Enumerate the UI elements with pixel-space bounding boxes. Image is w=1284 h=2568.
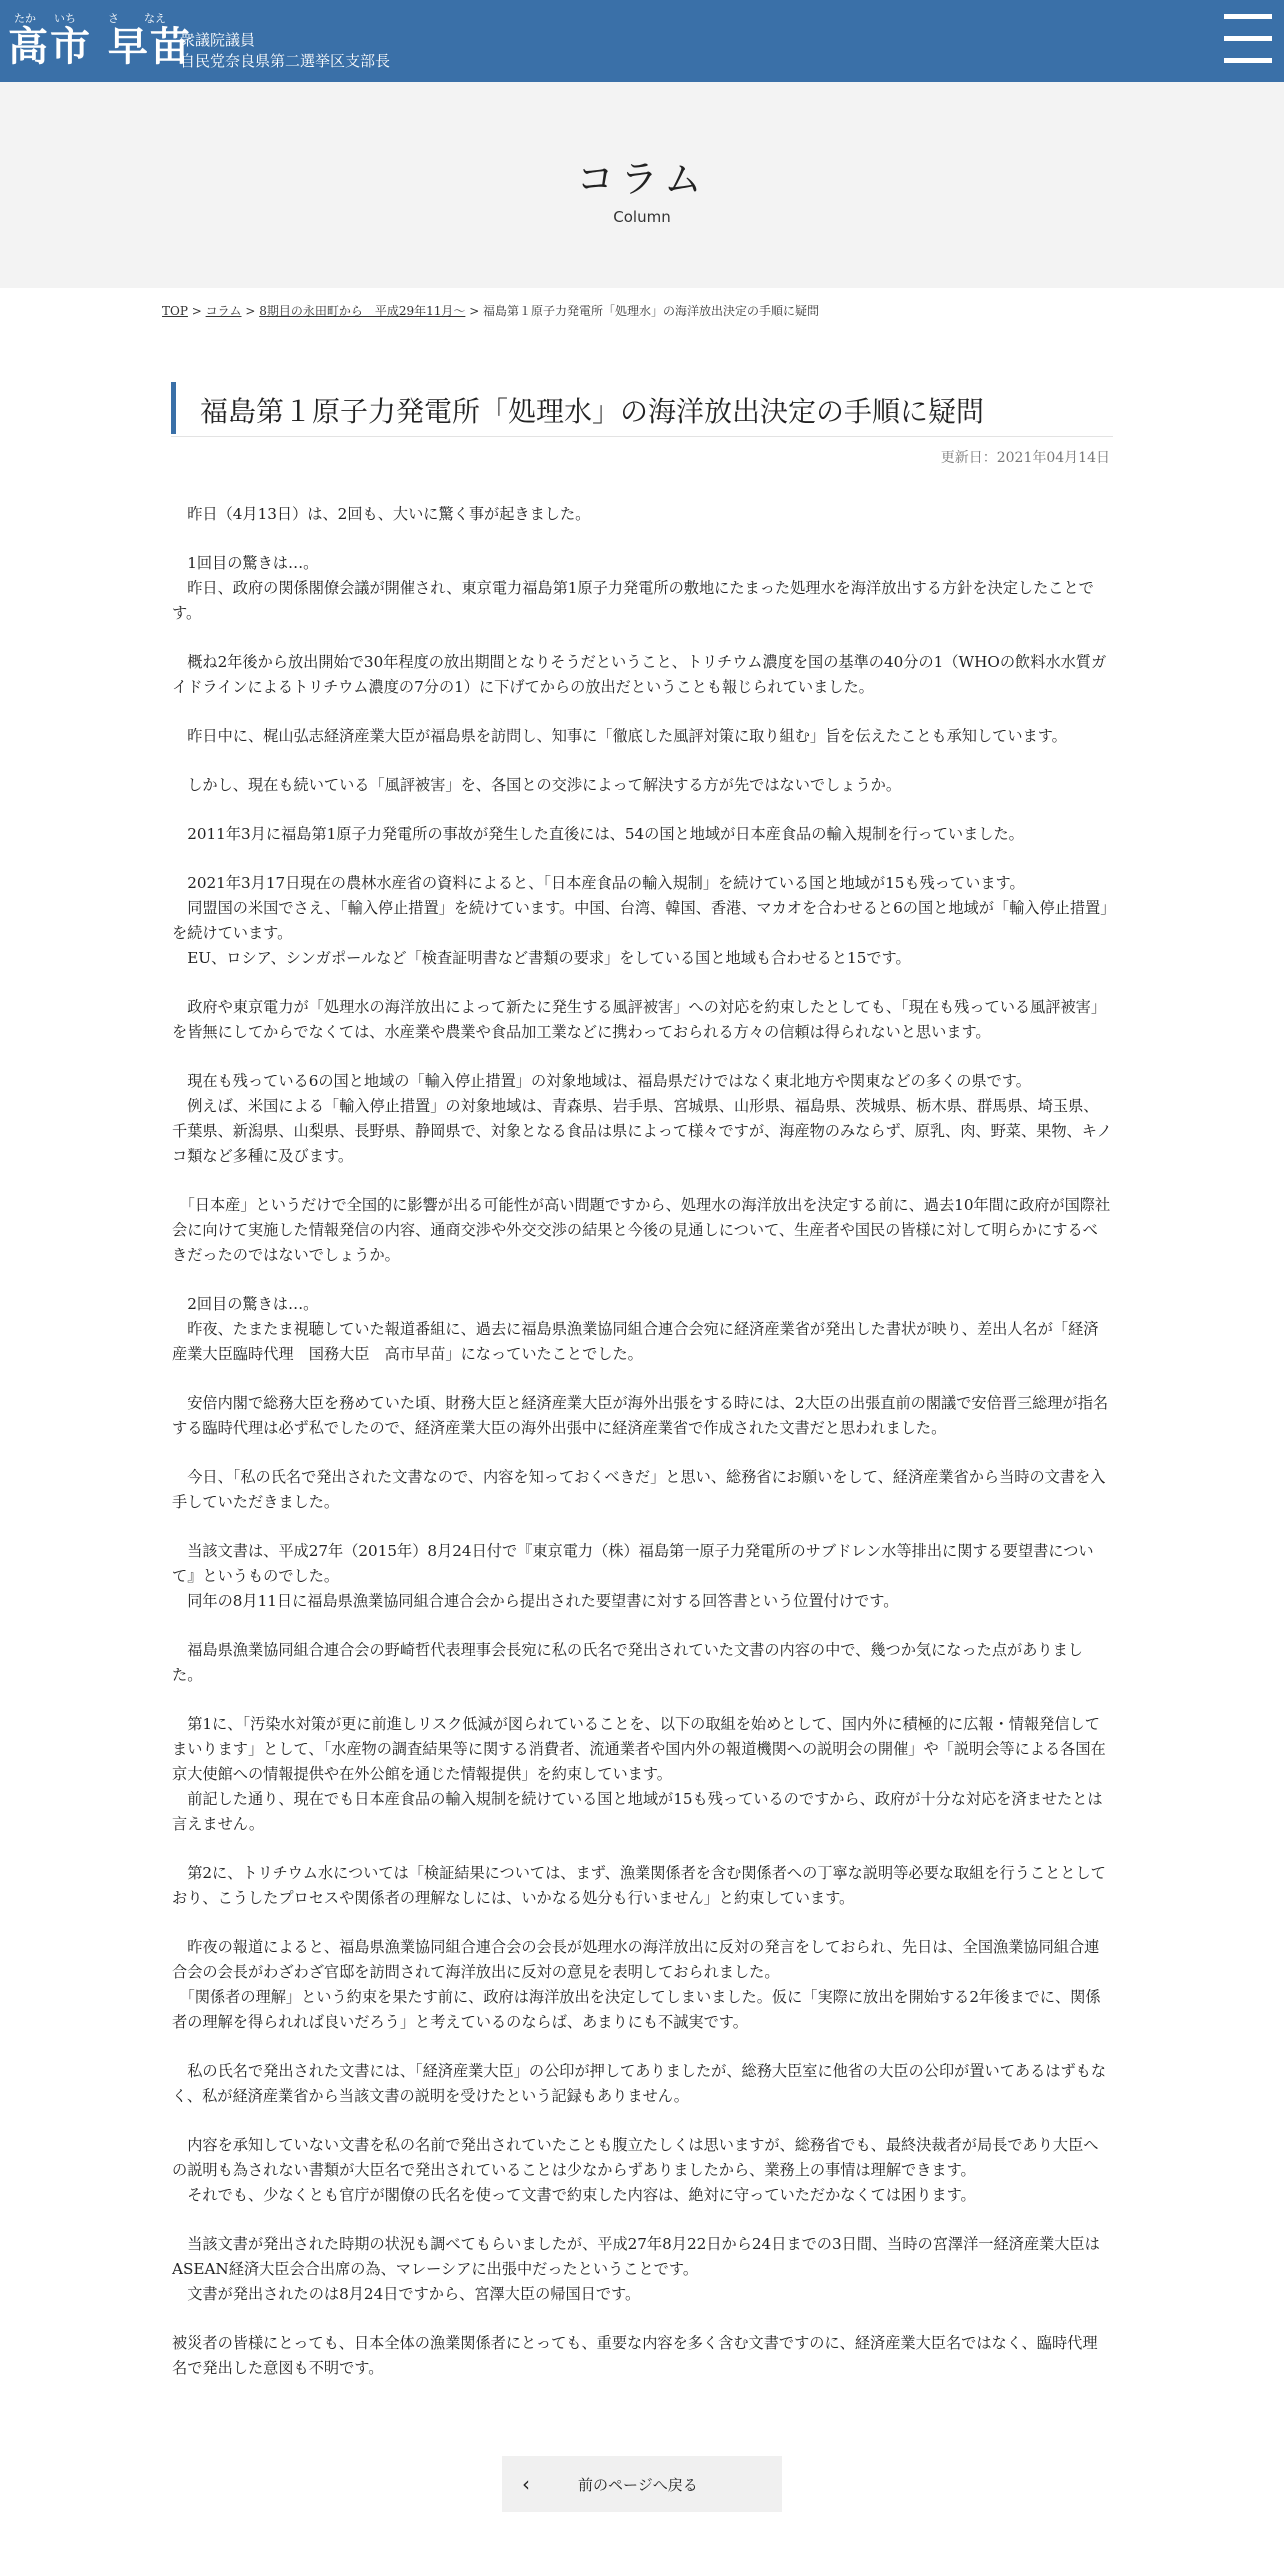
paragraph-line: 2回目の驚きは…。 — [172, 1295, 319, 1313]
site-logo-subtitle — [180, 30, 390, 72]
paragraph-line: 2011年3月に福島第1原子力発電所の事故が発生した直後には、54の国と地域が日本産食品の輸入規制を行っていました。 — [172, 825, 1024, 843]
paragraph-line: 今日、「私の氏名で発出された文書なので、内容を知っておくべきだ」と思い、総務省にお願いをして、経済産業省から当時の文書を入手していただきました。 — [172, 1468, 1106, 1511]
name-ruby: なえ — [144, 12, 166, 25]
paragraph-line: 前記した通り、現在でも日本産食品の輸入規制を続けている国と地域が15も残っているのですから、政府が十分な対応を済ませたとは言えません。 — [172, 1790, 1103, 1833]
paragraph-line: 内容を承知していない文書を私の名前で発出されていたことも腹立たしくは思いますが、総務省でも、最終決裁者が局長であり大臣への説明も為されない書類が大臣名で発出されていることは少なからずありましたから、業務上の事情は理解できます。 — [172, 2136, 1099, 2179]
paragraph-line: 福島県漁業協同組合連合会の野崎哲代表理事会長宛に私の氏名で発出されていた文書の内容の中で、幾つか気になった点がありました。 — [172, 1641, 1083, 1684]
hamburger-icon-bar — [1224, 58, 1272, 63]
article-paragraph — [172, 724, 1112, 749]
name-ruby: いち — [54, 12, 76, 25]
hamburger-icon-bar — [1224, 36, 1272, 41]
chevron-left-icon: ‹ — [522, 2472, 530, 2496]
paragraph-line: 当該文書は、平成27年（2015年）8月24日付で『東京電力（株）福島第一原子力発電所のサブドレン水等排出に関する要望書について』というものでした。 — [172, 1542, 1094, 1585]
article-paragraph — [172, 551, 1112, 626]
article-paragraph — [172, 1539, 1112, 1614]
name-ruby: さ — [108, 12, 119, 25]
paragraph-line: 政府や東京電力が「処理水の海洋放出によって新たに発生する風評被害」への対応を約束したとしても、「現在も残っている風評被害」を皆無にしてからでなくては、水産業や農業や食品加工業などに携わっておられる方々の信頼は得られないと思います。 — [172, 998, 1107, 1041]
breadcrumb — [162, 302, 819, 319]
paragraph-line: 当該文書が発出された時期の状況も調べてもらいましたが、平成27年8月22日から24日までの3日間、当時の宮澤洋一経済産業大臣はASEAN経済大臣会合出席の為、マレーシアに出張中だったということです。 — [172, 2235, 1100, 2278]
logo-subtitle-line: 衆議院議員 — [180, 31, 256, 49]
breadcrumb-text: > 福島第１原子力発電所「処理水」の海洋放出決定の手順に疑問 — [465, 304, 820, 318]
paragraph-line: 文書が発出されたのは8月24日ですから、宮澤大臣の帰国日です。 — [172, 2285, 641, 2303]
paragraph-line: しかし、現在も続いている「風評被害」を、各国との交渉によって解決する方が先ではないでしょうか。 — [172, 776, 901, 794]
paragraph-line: 安倍内閣で総務大臣を務めていた頃、財務大臣と経済産業大臣が海外出張をする時には、2大臣の出張直前の閣議で安倍晋三総理が指名する臨時代理は必ず私でしたので、経済産業大臣の海外出張中に経済産業省で作成された文書だと思われました。 — [172, 1394, 1109, 1437]
paragraph-line: 昨日（4月13日）は、2回も、大いに驚く事が起きました。 — [172, 505, 591, 523]
article-paragraph — [172, 1069, 1112, 1169]
paragraph-line: 第1に、「汚染水対策が更に前進しリスク低減が図られていることを、以下の取組を始めとして、国内外に積極的に広報・情報発信してまいります」として、「水産物の調査結果等に関する消費者、流通業者や国内外の報道機関への説明会の開催」や「説明会等による各国在京大使館への情報提供や在外公館を通じた情報提供」を約束しています。 — [172, 1715, 1106, 1783]
paragraph-line: 2021年3月17日現在の農林水産省の資料によると、「日本産食品の輸入規制」を続けている国と地域が15も残っています。 — [172, 874, 1025, 892]
article-paragraph — [172, 1193, 1112, 1268]
page-title: コラム — [576, 157, 708, 201]
article-paragraph — [172, 1638, 1112, 1688]
article-paragraph — [172, 502, 1112, 527]
article-paragraph — [172, 2133, 1112, 2208]
article-title-box — [171, 382, 1116, 434]
article-paragraph — [172, 2059, 1112, 2109]
breadcrumb-link[interactable]: TOP — [162, 304, 188, 318]
name-ruby: たか — [14, 12, 36, 25]
site-logo-name[interactable]: 高市 早苗 — [8, 24, 192, 70]
page-subtitle: Column — [613, 208, 671, 226]
article-paragraph — [172, 1861, 1112, 1911]
paragraph-line: 同盟国の米国でさえ、「輸入停止措置」を続けています。中国、台湾、韓国、香港、マカオを合わせると6の国と地域が「輸入停止措置」を続けています。 — [172, 899, 1108, 942]
paragraph-line: 「日本産」というだけで全国的に影響が出る可能性が高い問題ですから、処理水の海洋放出を決定する前に、過去10年間に政府が国際社会に向けて実施した情報発信の内容、通商交渉や外交交渉の結果と今後の見通しについて、生産者や国民の皆様に対して明らかにするべきだったのではないでしょうか。 — [172, 1196, 1111, 1264]
article-paragraph — [172, 1712, 1112, 1837]
article-title: 福島第１原子力発電所「処理水」の海洋放出決定の手順に疑問 — [200, 395, 985, 428]
title-divider — [171, 436, 1113, 437]
back-button-label: 前のページへ戻る — [578, 2476, 698, 2494]
article-paragraph — [172, 1935, 1112, 2035]
breadcrumb-link[interactable]: 8期目の永田町から 平成29年11月～ — [259, 304, 466, 318]
back-button[interactable] — [502, 2456, 782, 2512]
paragraph-line: 同年の8月11日に福島県漁業協同組合連合会から提出された要望書に対する回答書という位置付けです。 — [172, 1592, 899, 1610]
paragraph-line: 1回目の驚きは…。 — [172, 554, 319, 572]
breadcrumb-link[interactable]: コラム — [205, 304, 242, 318]
paragraph-line: EU、ロシア、シンガポールなど「検査証明書など書類の要求」をしている国と地域も合わせると15です。 — [172, 949, 911, 967]
paragraph-line: 被災者の皆様にとっても、日本全体の漁業関係者にとっても、重要な内容を多く含む文書ですのに、経済産業大臣名ではなく、臨時代理名で発出した意図も不明です。 — [172, 2334, 1098, 2377]
paragraph-line: 概ね2年後から放出開始で30年程度の放出期間となりそうだということ、トリチウム濃度を国の基準の40分の1（WHOの飲料水水質ガイドラインによるトリチウム濃度の7分の1）に下げてからの放出だということも報じられていました。 — [172, 653, 1107, 696]
site-header — [0, 0, 1284, 82]
hamburger-icon-bar — [1224, 14, 1272, 19]
page-hero — [0, 82, 1284, 288]
article-paragraph — [172, 995, 1112, 1045]
paragraph-line: 例えば、米国による「輸入停止措置」の対象地域は、青森県、岩手県、宮城県、山形県、福島県、茨城県、栃木県、群馬県、埼玉県、千葉県、新潟県、山梨県、長野県、静岡県で、対象となる食品は県によって様々ですが、海産物のみならず、原乳、肉、野菜、果物、キノコ類など多種に及びます。 — [172, 1097, 1112, 1165]
paragraph-line: 私の氏名で発出された文書には、「経済産業大臣」の公印が押してありましたが、総務大臣室に他省の大臣の公印が置いてあるはずもなく、私が経済産業省から当該文書の説明を受けたという記録もありません。 — [172, 2062, 1107, 2105]
article-body — [172, 502, 1112, 2405]
paragraph-line: 昨日、政府の関係閣僚会議が開催され、東京電力福島第1原子力発電所の敷地にたまった処理水を海洋放出する方針を決定したことです。 — [172, 579, 1094, 622]
hamburger-menu-button[interactable] — [1210, 0, 1284, 82]
article-paragraph — [172, 773, 1112, 798]
article-paragraph — [172, 822, 1112, 847]
article-paragraph — [172, 1292, 1112, 1367]
article-paragraph — [172, 2232, 1112, 2307]
article-paragraph — [172, 871, 1112, 971]
breadcrumb-text: > — [187, 304, 206, 318]
logo-subtitle-line: 自民党奈良県第二選挙区支部長 — [180, 52, 391, 70]
article-paragraph — [172, 1465, 1112, 1515]
paragraph-line: それでも、少なくとも官庁が閣僚の氏名を使って文書で約束した内容は、絶対に守っていただかなくては困ります。 — [172, 2186, 976, 2204]
article-paragraph — [172, 2331, 1112, 2381]
article-paragraph — [172, 650, 1112, 700]
paragraph-line: 「関係者の理解」という約束を果たす前に、政府は海洋放出を決定してしまいました。仮に「実際に放出を開始する2年後までに、関係者の理解を得られれば良いだろう」と考えているのならば、あまりにも不誠実です。 — [172, 1988, 1101, 2031]
paragraph-line: 昨夜、たまたま視聴していた報道番組に、過去に福島県漁業協同組合連合会宛に経済産業省が発出した書状が映り、差出人名が「経済産業大臣臨時代理 国務大臣 高市早苗」になっていたことでした。 — [172, 1320, 1099, 1363]
paragraph-line: 第2に、トリチウム水については「検証結果については、まず、漁業関係者を含む関係者への丁寧な説明等必要な取組を行うこととしており、こうしたプロセスや関係者の理解なしには、いかなる処分も行いません」と約束しています。 — [172, 1864, 1106, 1907]
paragraph-line: 昨日中に、梶山弘志経済産業大臣が福島県を訪問し、知事に「徹底した風評対策に取り組む」旨を伝えたことも承知しています。 — [172, 727, 1067, 745]
paragraph-line: 現在も残っている6の国と地域の「輸入停止措置」の対象地域は、福島県だけではなく東北地方や関東などの多くの県です。 — [172, 1072, 1031, 1090]
breadcrumb-text: > — [241, 304, 260, 318]
article-paragraph — [172, 1391, 1112, 1441]
paragraph-line: 昨夜の報道によると、福島県漁業協同組合連合会の会長が処理水の海洋放出に反対の発言をしておられ、先日は、全国漁業協同組合連合会の会長がわざわざ官邸を訪問されて海洋放出に反対の意見を表明しておられました。 — [172, 1938, 1100, 1981]
updated-date: 更新日：2021年04月14日 — [940, 450, 1110, 466]
